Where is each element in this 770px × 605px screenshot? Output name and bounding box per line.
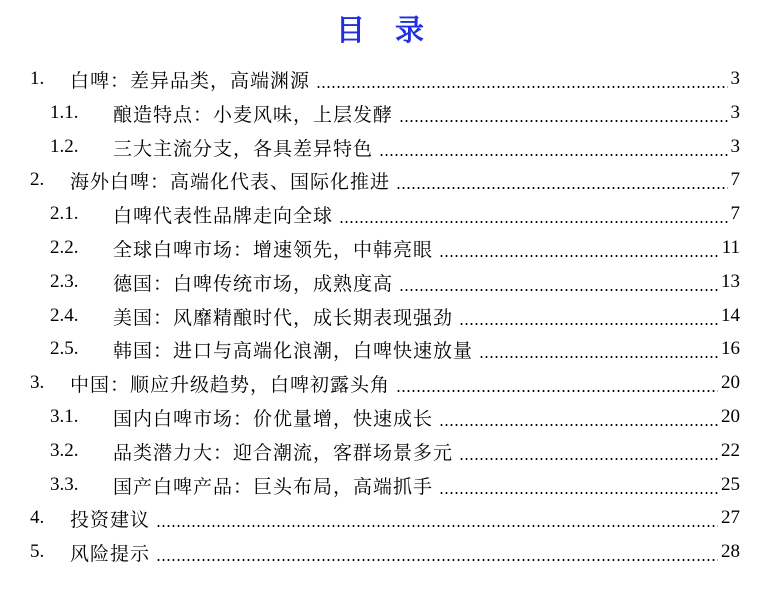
toc-entry-page: 3 [730,101,740,123]
toc-entry[interactable] [0,64,770,98]
toc-entry-title: 全球白啤市场：增速领先，中韩亮眼 [113,239,434,261]
toc-leader-dots [339,220,727,224]
toc-entry-title: 酿造特点：小麦风味，上层发酵 [113,103,394,126]
toc-entry-page: 20 [721,372,740,394]
toc-leader-dots [459,457,718,461]
toc-title: 目 录 [335,13,435,47]
toc-entry-number: 2. [30,169,45,191]
toc-leader-dots [396,186,727,190]
toc-entry-title: 韩国：进口与高端化浪潮，白啤快速放量 [113,340,474,363]
toc-entry-page: 28 [721,541,740,563]
toc-leader-dots [439,491,718,495]
toc-entry-number: 2.1. [50,203,79,225]
toc-entry-title: 海外白啤：高端化代表、国际化推进 [70,171,391,194]
toc-entry-page: 25 [721,473,740,495]
toc-entry-page: 22 [721,439,740,461]
toc-leader-dots [399,119,727,123]
toc-entry[interactable] [0,165,770,199]
toc-entry[interactable] [0,334,770,368]
toc-entry-number: 3.2. [50,439,79,461]
toc-entry-number: 2.5. [50,338,79,360]
toc-entry-title: 三大主流分支，各具差异特色 [113,137,374,160]
toc-entry-title: 品类潜力大：迎合潮流，客群场景多元 [113,441,454,464]
toc-entry-page: 3 [730,135,740,157]
toc-entry-title: 白啤：差异品类，高端渊源 [70,70,311,92]
toc-entry-title: 国产白啤产品：巨头布局，高端抓手 [113,475,434,498]
toc-entry[interactable] [0,537,770,571]
toc-entry-number: 4. [30,507,45,529]
toc-entry-number: 3.1. [50,406,79,427]
toc-entry-page: 7 [730,203,740,225]
toc-leader-dots [439,423,718,427]
toc-leader-dots [316,85,727,89]
toc-entry-page: 13 [721,270,740,292]
toc-entry[interactable] [0,368,770,402]
toc-entry-page: 7 [730,169,740,191]
toc-entry[interactable] [0,470,770,504]
toc-entry-number: 2.3. [50,270,79,292]
toc-entry[interactable] [0,503,770,537]
toc-entry-title: 德国：白啤传统市场，成熟度高 [113,272,394,295]
toc-leader-dots [399,288,718,292]
toc-entry[interactable] [0,233,770,267]
toc-entry-title: 风险提示 [70,543,151,566]
toc-entry-title: 美国：风靡精酿时代，成长期表现强劲 [113,306,454,329]
toc-leader-dots [379,153,727,157]
toc-entry-number: 1.2. [50,135,79,157]
toc-entry-title: 投资建议 [70,509,151,532]
toc-entry-title: 国内白啤市场：价优量增，快速成长 [113,408,434,430]
toc-entry[interactable] [0,301,770,335]
toc-entry-page: 14 [721,304,740,326]
toc-leader-dots [396,389,718,393]
toc-leader-dots [439,254,719,258]
toc-entry-number: 3.3. [50,473,79,495]
toc-entry[interactable] [0,199,770,233]
toc-entry-page: 3 [730,68,740,89]
toc-leader-dots [156,524,718,528]
toc-entry-page: 16 [721,338,740,360]
toc-entry-number: 2.4. [50,304,79,326]
toc-entry-number: 1.1. [50,101,79,123]
toc-entry[interactable] [0,267,770,301]
toc-entry[interactable] [0,132,770,166]
toc-leader-dots [459,322,718,326]
toc-entry-page: 20 [721,406,740,427]
toc-leader-dots [479,355,718,359]
toc-entry-number: 3. [30,372,45,394]
toc-leader-dots [156,558,718,562]
toc-entry[interactable] [0,402,770,436]
toc-entry-number: 1. [30,68,45,89]
toc-entry[interactable] [0,436,770,470]
toc-entry-page: 11 [721,237,740,258]
toc-entry-title: 中国：顺应升级趋势，白啤初露头角 [70,374,391,397]
toc-entry-title: 白啤代表性品牌走向全球 [113,205,334,228]
toc-entry-page: 27 [721,507,740,529]
toc-entry-number: 5. [30,541,45,563]
toc-entry-number: 2.2. [50,237,79,258]
toc-entry[interactable] [0,98,770,132]
